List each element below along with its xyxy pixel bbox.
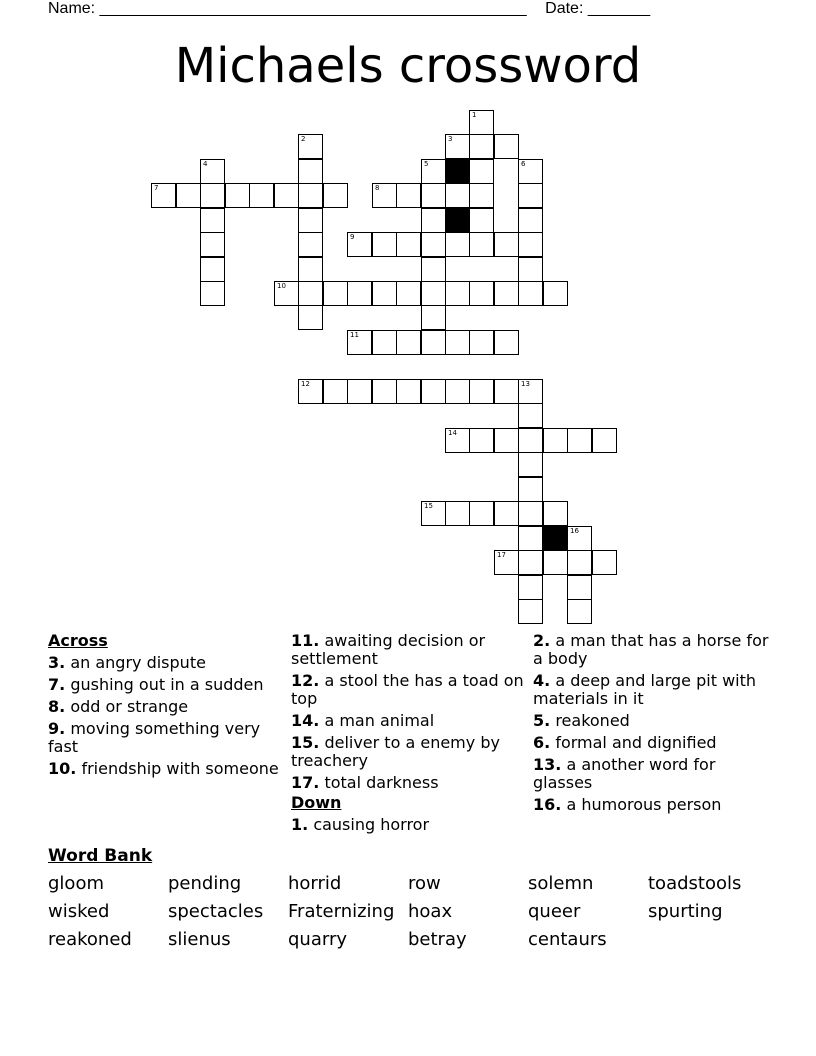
grid-cell[interactable] bbox=[469, 281, 494, 306]
grid-cell[interactable] bbox=[274, 281, 299, 306]
grid-cell[interactable] bbox=[518, 281, 543, 306]
grid-cell[interactable] bbox=[518, 379, 543, 404]
grid-cell[interactable] bbox=[543, 428, 568, 453]
grid-cell[interactable] bbox=[445, 183, 470, 208]
grid-cell[interactable] bbox=[494, 550, 519, 575]
clue-number: 9. bbox=[48, 719, 66, 738]
grid-cell[interactable] bbox=[396, 379, 421, 404]
grid-cell[interactable] bbox=[518, 403, 543, 428]
grid-cell[interactable] bbox=[421, 330, 446, 355]
grid-cell[interactable] bbox=[469, 183, 494, 208]
clue-text: awaiting decision or settlement bbox=[291, 631, 486, 668]
clue-number: 2. bbox=[533, 631, 551, 650]
grid-cell[interactable] bbox=[372, 379, 397, 404]
grid-cell[interactable] bbox=[347, 330, 372, 355]
clue-item bbox=[291, 712, 527, 730]
clue-text: a another word for glasses bbox=[533, 755, 716, 792]
clue-number: 5. bbox=[533, 711, 551, 730]
clue-number: 1 bbox=[472, 111, 477, 119]
grid-cell[interactable] bbox=[372, 330, 397, 355]
clue-number: 3 bbox=[448, 135, 453, 143]
grid-cell[interactable] bbox=[445, 501, 470, 526]
clue-item bbox=[533, 796, 769, 814]
grid-cell[interactable] bbox=[518, 208, 543, 233]
grid-cell[interactable] bbox=[396, 330, 421, 355]
grid-cell[interactable] bbox=[396, 281, 421, 306]
clue-item bbox=[533, 712, 769, 730]
grid-cell[interactable] bbox=[200, 208, 225, 233]
grid-cell[interactable] bbox=[494, 281, 519, 306]
clue-item bbox=[291, 672, 527, 708]
clues-column-1 bbox=[48, 632, 284, 782]
grid-cell[interactable] bbox=[421, 501, 446, 526]
clue-item bbox=[48, 676, 284, 694]
black-square bbox=[543, 526, 568, 551]
clue-number: 12 bbox=[301, 380, 310, 388]
clue-number: 4 bbox=[203, 160, 208, 168]
grid-cell[interactable] bbox=[298, 134, 323, 159]
clues-column-3 bbox=[533, 632, 769, 818]
grid-cell[interactable] bbox=[469, 208, 494, 233]
clue-item bbox=[533, 632, 769, 668]
grid-cell[interactable] bbox=[421, 257, 446, 282]
word-bank-item: betray bbox=[408, 929, 467, 950]
grid-cell[interactable] bbox=[421, 183, 446, 208]
grid-cell[interactable] bbox=[518, 452, 543, 477]
grid-cell[interactable] bbox=[347, 281, 372, 306]
grid-cell[interactable] bbox=[298, 379, 323, 404]
word-bank-item: pending bbox=[168, 873, 242, 894]
clue-item bbox=[48, 760, 284, 778]
grid-cell[interactable] bbox=[421, 232, 446, 257]
grid-cell[interactable] bbox=[518, 501, 543, 526]
clue-item bbox=[291, 774, 527, 792]
clue-number: 3. bbox=[48, 653, 66, 672]
word-bank-item: solemn bbox=[528, 873, 594, 894]
down-heading: Down bbox=[291, 793, 342, 812]
grid-cell[interactable] bbox=[469, 232, 494, 257]
grid-cell[interactable] bbox=[567, 550, 592, 575]
page-title: Michaels crossword bbox=[174, 38, 642, 94]
grid-cell[interactable] bbox=[567, 599, 592, 624]
grid-cell[interactable] bbox=[372, 183, 397, 208]
clue-number: 17. bbox=[291, 773, 320, 792]
grid-cell[interactable] bbox=[592, 428, 617, 453]
grid-cell[interactable] bbox=[323, 379, 348, 404]
grid-cell[interactable] bbox=[518, 232, 543, 257]
grid-cell[interactable] bbox=[518, 526, 543, 551]
clue-number: 4. bbox=[533, 671, 551, 690]
grid-cell[interactable] bbox=[347, 232, 372, 257]
grid-cell[interactable] bbox=[494, 232, 519, 257]
grid-cell[interactable] bbox=[518, 183, 543, 208]
word-bank-item: Fraternizing bbox=[288, 901, 395, 922]
grid-cell[interactable] bbox=[200, 281, 225, 306]
clue-number: 14. bbox=[291, 711, 320, 730]
grid-cell[interactable] bbox=[518, 477, 543, 502]
grid-cell[interactable] bbox=[298, 232, 323, 257]
clue-number: 16 bbox=[570, 527, 579, 535]
clue-text: an angry dispute bbox=[70, 653, 206, 672]
grid-cell[interactable] bbox=[421, 159, 446, 184]
grid-cell[interactable] bbox=[469, 330, 494, 355]
grid-cell[interactable] bbox=[298, 208, 323, 233]
grid-cell[interactable] bbox=[396, 183, 421, 208]
clue-number: 2 bbox=[301, 135, 306, 143]
grid-cell[interactable] bbox=[567, 428, 592, 453]
grid-cell[interactable] bbox=[445, 281, 470, 306]
grid-cell[interactable] bbox=[494, 428, 519, 453]
grid-cell[interactable] bbox=[298, 183, 323, 208]
grid-cell[interactable] bbox=[396, 232, 421, 257]
grid-cell[interactable] bbox=[298, 281, 323, 306]
grid-cell[interactable] bbox=[274, 183, 299, 208]
grid-cell[interactable] bbox=[518, 428, 543, 453]
clue-item bbox=[48, 698, 284, 716]
clue-text: total darkness bbox=[324, 773, 439, 792]
clue-number: 11. bbox=[291, 631, 320, 650]
clue-text: odd or strange bbox=[70, 697, 189, 716]
clue-item bbox=[48, 654, 284, 672]
grid-cell[interactable] bbox=[323, 183, 348, 208]
across-heading: Across bbox=[48, 631, 108, 650]
grid-cell[interactable] bbox=[445, 330, 470, 355]
clue-number: 1. bbox=[291, 815, 309, 834]
word-bank-item: spectacles bbox=[168, 901, 264, 922]
clue-number: 8. bbox=[48, 697, 66, 716]
clue-number: 14 bbox=[448, 429, 457, 437]
grid-cell[interactable] bbox=[445, 428, 470, 453]
grid-cell[interactable] bbox=[200, 159, 225, 184]
grid-cell[interactable] bbox=[469, 501, 494, 526]
word-bank-item: gloom bbox=[48, 873, 104, 894]
grid-cell[interactable] bbox=[200, 257, 225, 282]
grid-cell[interactable] bbox=[494, 501, 519, 526]
grid-cell[interactable] bbox=[494, 134, 519, 159]
clue-item bbox=[533, 756, 769, 792]
clue-number: 12. bbox=[291, 671, 320, 690]
grid-cell[interactable] bbox=[372, 281, 397, 306]
grid-cell[interactable] bbox=[518, 575, 543, 600]
grid-cell[interactable] bbox=[200, 232, 225, 257]
word-bank-item: slienus bbox=[168, 929, 231, 950]
clue-number: 6 bbox=[521, 160, 526, 168]
clue-text: reakoned bbox=[555, 711, 630, 730]
clue-number: 9 bbox=[350, 233, 355, 241]
clue-number: 6. bbox=[533, 733, 551, 752]
grid-cell[interactable] bbox=[176, 183, 201, 208]
clue-item bbox=[291, 734, 527, 770]
grid-cell[interactable] bbox=[151, 183, 176, 208]
clue-text: a humorous person bbox=[566, 795, 722, 814]
clue-text: formal and dignified bbox=[555, 733, 717, 752]
clue-item bbox=[291, 816, 527, 834]
clue-number: 15 bbox=[424, 502, 433, 510]
black-square bbox=[445, 208, 470, 233]
grid-cell[interactable] bbox=[298, 305, 323, 330]
clue-number: 10 bbox=[277, 282, 286, 290]
grid-cell[interactable] bbox=[543, 501, 568, 526]
grid-cell[interactable] bbox=[323, 281, 348, 306]
grid-cell[interactable] bbox=[543, 281, 568, 306]
word-bank-item: horrid bbox=[288, 873, 342, 894]
clue-text: gushing out in a sudden bbox=[70, 675, 264, 694]
clues-column-2 bbox=[291, 632, 527, 838]
grid-cell[interactable] bbox=[494, 379, 519, 404]
word-bank-item: reakoned bbox=[48, 929, 132, 950]
grid-cell[interactable] bbox=[518, 257, 543, 282]
word-bank-item: centaurs bbox=[528, 929, 607, 950]
grid-cell[interactable] bbox=[421, 379, 446, 404]
grid-cell[interactable] bbox=[567, 526, 592, 551]
word-bank-item: quarry bbox=[288, 929, 348, 950]
clue-text: deliver to a enemy by treachery bbox=[291, 733, 500, 770]
grid-cell[interactable] bbox=[225, 183, 250, 208]
word-bank-title: Word Bank bbox=[48, 846, 153, 866]
clue-number: 7 bbox=[154, 184, 159, 192]
clue-item bbox=[533, 734, 769, 752]
clue-text: causing horror bbox=[313, 815, 430, 834]
grid-cell[interactable] bbox=[421, 208, 446, 233]
black-square bbox=[445, 159, 470, 184]
grid-cell[interactable] bbox=[445, 379, 470, 404]
grid-cell[interactable] bbox=[567, 575, 592, 600]
clue-number: 8 bbox=[375, 184, 380, 192]
name-label: Name: ________________________________________________ bbox=[48, 0, 527, 17]
grid-cell[interactable] bbox=[347, 379, 372, 404]
grid-cell[interactable] bbox=[200, 183, 225, 208]
grid-cell[interactable] bbox=[469, 428, 494, 453]
grid-cell[interactable] bbox=[372, 232, 397, 257]
grid-cell[interactable] bbox=[445, 232, 470, 257]
clue-item bbox=[533, 672, 769, 708]
clue-number: 13 bbox=[521, 380, 530, 388]
clue-text: a man animal bbox=[324, 711, 435, 730]
clue-number: 7. bbox=[48, 675, 66, 694]
grid-cell[interactable] bbox=[421, 281, 446, 306]
clue-text: a stool the has a toad on top bbox=[291, 671, 524, 708]
clue-text: moving something very fast bbox=[48, 719, 261, 756]
clue-number: 11 bbox=[350, 331, 359, 339]
grid-cell[interactable] bbox=[249, 183, 274, 208]
grid-cell[interactable] bbox=[494, 330, 519, 355]
clue-number: 13. bbox=[533, 755, 562, 774]
word-bank-item: wisked bbox=[48, 901, 110, 922]
word-bank bbox=[48, 874, 768, 950]
grid-cell[interactable] bbox=[518, 550, 543, 575]
clue-text: a deep and large pit with materials in it bbox=[533, 671, 757, 708]
grid-cell[interactable] bbox=[518, 599, 543, 624]
grid-cell[interactable] bbox=[518, 159, 543, 184]
clue-number: 15. bbox=[291, 733, 320, 752]
clue-number: 16. bbox=[533, 795, 562, 814]
clue-number: 17 bbox=[497, 551, 506, 559]
word-bank-item: queer bbox=[528, 901, 581, 922]
clue-item bbox=[291, 632, 527, 668]
word-bank-item: hoax bbox=[408, 901, 453, 922]
grid-cell[interactable] bbox=[298, 257, 323, 282]
clue-number: 10. bbox=[48, 759, 77, 778]
grid-cell[interactable] bbox=[469, 110, 494, 135]
clue-text: a man that has a horse for a body bbox=[533, 631, 769, 668]
word-bank-item: row bbox=[408, 873, 441, 894]
clue-text: friendship with someone bbox=[81, 759, 279, 778]
word-bank-item: spurting bbox=[648, 901, 723, 922]
grid-cell[interactable] bbox=[298, 159, 323, 184]
date-label: Date: _______ bbox=[545, 0, 651, 17]
grid-cell[interactable] bbox=[469, 379, 494, 404]
word-bank-item: toadstools bbox=[648, 873, 742, 894]
clue-item bbox=[48, 720, 284, 756]
grid-cell[interactable] bbox=[469, 134, 494, 159]
grid-cell[interactable] bbox=[592, 550, 617, 575]
grid-cell[interactable] bbox=[421, 305, 446, 330]
clue-number: 5 bbox=[424, 160, 429, 168]
grid-cell[interactable] bbox=[543, 550, 568, 575]
grid-cell[interactable] bbox=[445, 134, 470, 159]
grid-cell[interactable] bbox=[469, 159, 494, 184]
